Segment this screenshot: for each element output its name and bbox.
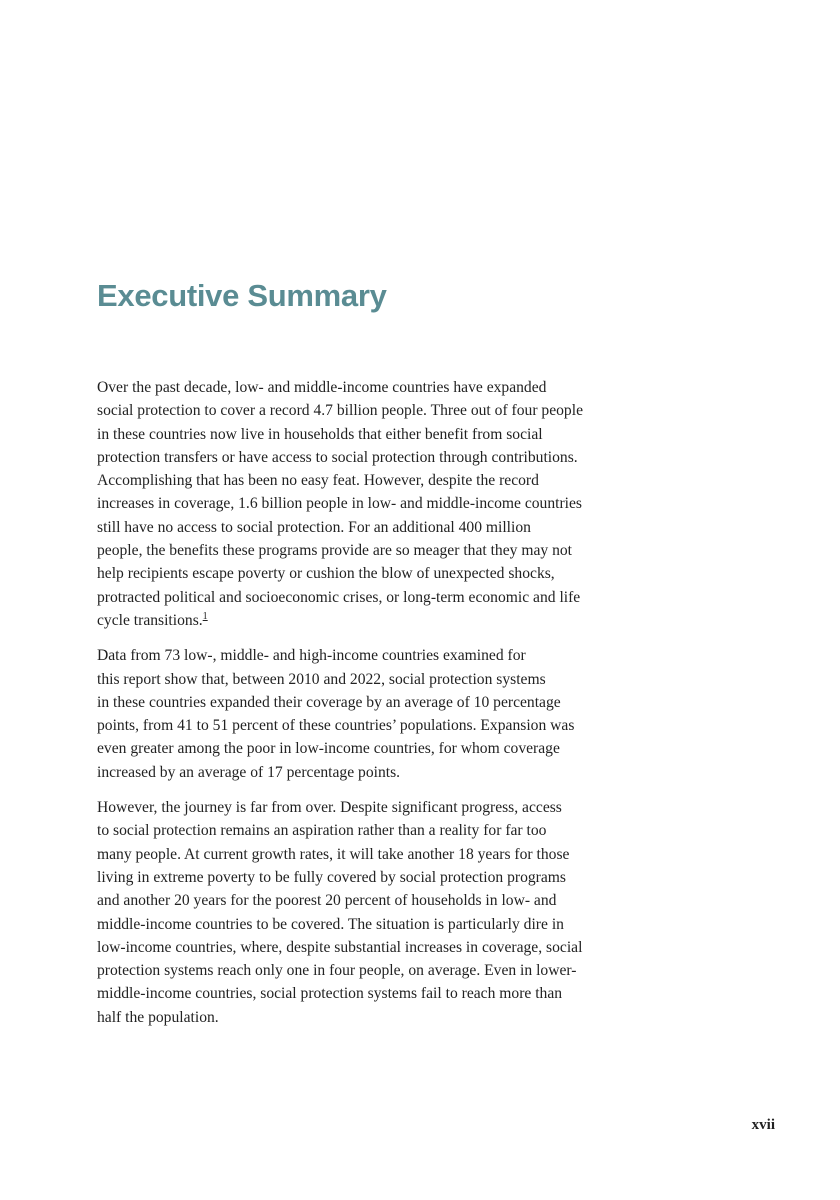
paragraph-3 (97, 796, 617, 1029)
paragraph-1 (97, 376, 617, 632)
page-number: xvii (751, 1117, 775, 1133)
text-line: many people. At current growth rates, it will take another 18 years for those (97, 845, 570, 863)
text-line: Data from 73 low-, middle- and high-income countries examined for (97, 647, 526, 665)
text-line: points, from 41 to 51 percent of these countries’ populations. Expansion was (97, 717, 575, 735)
body-text (97, 376, 617, 1041)
text-line: to social protection remains an aspiration rather than a reality for far too (97, 822, 547, 840)
text-line: increases in coverage, 1.6 billion people in low- and middle-income countries (97, 495, 582, 513)
text-line: Accomplishing that has been no easy feat. However, despite the record (97, 472, 539, 490)
text-line: in these countries expanded their coverage by an average of 10 percentage (97, 693, 561, 711)
text-line: middle-income countries to be covered. The situation is particularly dire in (97, 915, 564, 933)
page-title: Executive Summary (97, 278, 387, 313)
footnote-link[interactable]: 1 (202, 610, 208, 622)
text-line: low-income countries, where, despite substantial increases in coverage, social (97, 938, 583, 956)
text-line: this report show that, between 2010 and 2022, social protection systems (97, 670, 546, 688)
text-line: and another 20 years for the poorest 20 percent of households in low- and (97, 892, 557, 910)
text-line: living in extreme poverty to be fully covered by social protection programs (97, 868, 566, 886)
text-line: people, the benefits these programs provide are so meager that they may not (97, 542, 573, 560)
text-line: increased by an average of 17 percentage points. (97, 763, 401, 781)
text-line: even greater among the poor in low-income countries, for whom coverage (97, 740, 560, 758)
text-line: social protection to cover a record 4.7 billion people. Three out of four people (97, 402, 583, 420)
paragraph-2 (97, 644, 617, 784)
text-line-with-footnote (97, 609, 617, 632)
text-line: protracted political and socioeconomic crises, or long-term economic and life (97, 588, 581, 606)
text-line: half the population. (97, 1008, 219, 1026)
text-line: protection transfers or have access to social protection through contributions. (97, 448, 578, 466)
text-line: help recipients escape poverty or cushion the blow of unexpected shocks, (97, 565, 555, 583)
text-line: cycle transitions. (97, 611, 203, 629)
text-line: protection systems reach only one in four people, on average. Even in lower- (97, 962, 577, 980)
text-line: middle-income countries, social protection systems fail to reach more than (97, 985, 563, 1003)
text-line: Over the past decade, low- and middle-income countries have expanded (97, 379, 547, 396)
text-line: However, the journey is far from over. Despite significant progress, access (97, 799, 562, 817)
text-line: still have no access to social protection. For an additional 400 million (97, 518, 531, 536)
text-line: in these countries now live in households that either benefit from social (97, 425, 543, 443)
